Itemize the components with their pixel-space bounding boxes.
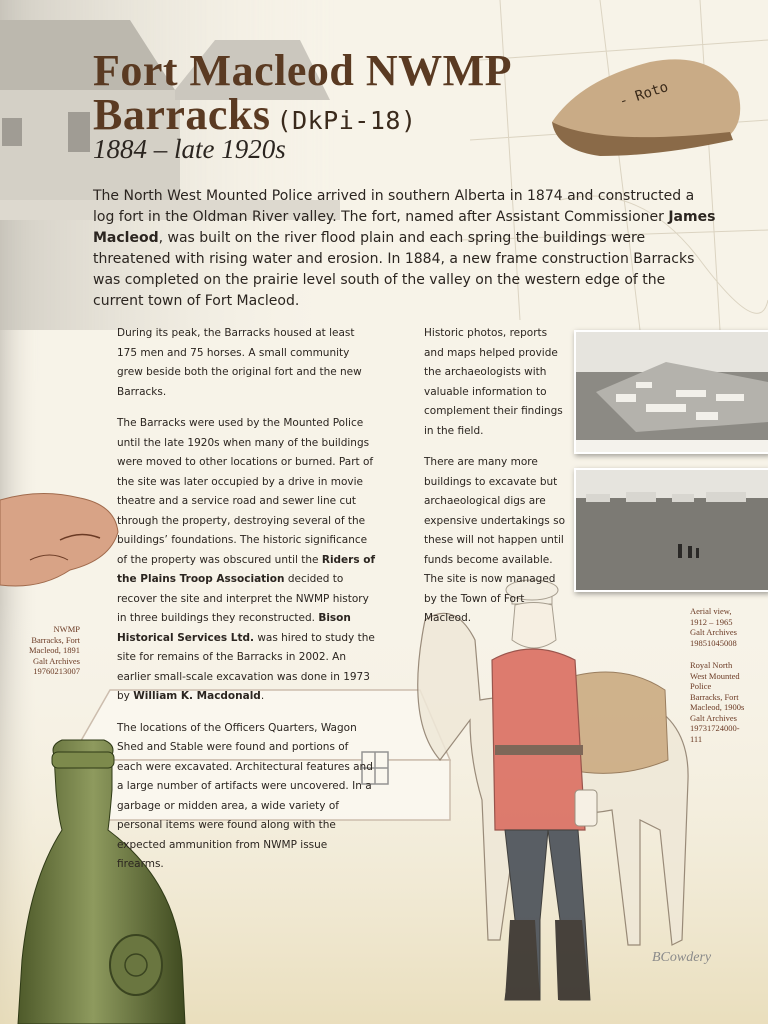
caption-line: Police — [690, 681, 712, 691]
caption-line: 1912 – 1965 — [690, 616, 733, 627]
left-paragraph-2 — [117, 414, 377, 707]
caption-line: 19760213007 — [33, 666, 80, 676]
caption-line: 19851045008 — [690, 637, 737, 648]
title-barracks: Barracks — [93, 90, 271, 139]
right-column — [424, 324, 569, 641]
bison-historical-services: Bison Historical Services Ltd. — [117, 612, 351, 644]
caption-line: Galt Archives — [33, 655, 80, 666]
barracks-1900s-photo — [574, 468, 768, 592]
caption-line: Macleod, 1900s — [690, 702, 745, 712]
left-p2-text-a: The Barracks were used by the Mounted Police until the late 1920s when many of the buildings were moved to other locations or burned. Part of the site was later occupied by a drive in movie theatre and a service road and sewer line cut through the property, destroying several of the buildings’ foundations. The historic significance of the property was obscured until the — [117, 417, 374, 566]
caption-rnwmp-barracks-1900s — [690, 660, 760, 744]
caption-line: Aerial view, — [690, 606, 732, 616]
caption-line: Barracks, Fort — [690, 691, 739, 702]
right-paragraph-1: Historic photos, reports and maps helped provide the archaeologists with valuable information to complement their findings in the field. — [424, 327, 563, 437]
caption-line: West Mounted — [690, 670, 740, 681]
intro-james-macleod: James Macleod — [93, 209, 716, 246]
caption-aerial-view — [690, 606, 760, 648]
caption-line: 19731724000- — [690, 723, 740, 733]
artist-signature: BCowdery — [652, 950, 712, 965]
intro-text-2: , was built on the river flood plain and each spring the buildings were threatened with rising water and erosion. In 1884, a new frame construction Barracks was completed on the prairie level south of the valley on the western edge of the current town of Fort Macleod. — [93, 230, 695, 309]
left-paragraph-1: During its peak, the Barracks housed at least 175 men and 75 horses. A small community grew beside both the original fort and the new Barracks. — [117, 327, 362, 398]
caption-line: Galt Archives — [690, 712, 737, 723]
caption-line: Barracks, Fort — [31, 634, 80, 645]
caption-line: Macleod, 1891 — [29, 645, 80, 655]
william-k-macdonald: William K. Macdonald — [133, 690, 261, 702]
date-range: 1884 – late 1920s — [93, 134, 286, 164]
intro-paragraph — [93, 186, 718, 312]
left-p2-text-d: . — [260, 690, 265, 702]
caption-line: Galt Archives — [690, 627, 737, 637]
title-line-1: Fort Macleod NWMP — [93, 46, 513, 95]
caption-line: NWMP — [53, 624, 80, 634]
left-paragraph-3: The locations of the Officers Quarters, Wagon Shed and Stable were found and portions of each were excavated. Architectural features and a large number of artifacts were uncovered. In a garbage or midden area, a wide variety of personal items were found along with the expected ammunition from NWMP issue firearms. — [117, 721, 373, 870]
left-p2-text-b: decided to recover the site and interpret the NWMP history in three buildings they reconstructed. — [117, 573, 369, 624]
svg-text:- Roto: - Roto — [617, 79, 671, 110]
caption-line: 111 — [690, 733, 703, 744]
left-p2-text-c: was hired to study the site for remains of the Barracks in 2002. An earlier small-scale excavation was done in 1973 by — [117, 631, 375, 702]
intro-text-1: The North West Mounted Police arrived in southern Alberta in 1874 and constructed a log fort in the Oldman River valley. The fort, named after Assistant Commissioner — [93, 188, 695, 225]
caption-line: Royal North — [690, 660, 733, 670]
site-code: (DkPi-18) — [276, 106, 417, 135]
riders-of-the-plains: Riders of the Plains Troop Association — [117, 553, 376, 585]
right-paragraph-2: There are many more buildings to excavate but archaeological digs are expensive undertakings so these will not happen until funds become available. The site is now managed by the Town of Fort Macleod. — [424, 456, 565, 624]
caption-nwmp-barracks-1891 — [18, 624, 80, 677]
aerial-view-photo — [574, 330, 768, 454]
left-column — [117, 324, 377, 887]
